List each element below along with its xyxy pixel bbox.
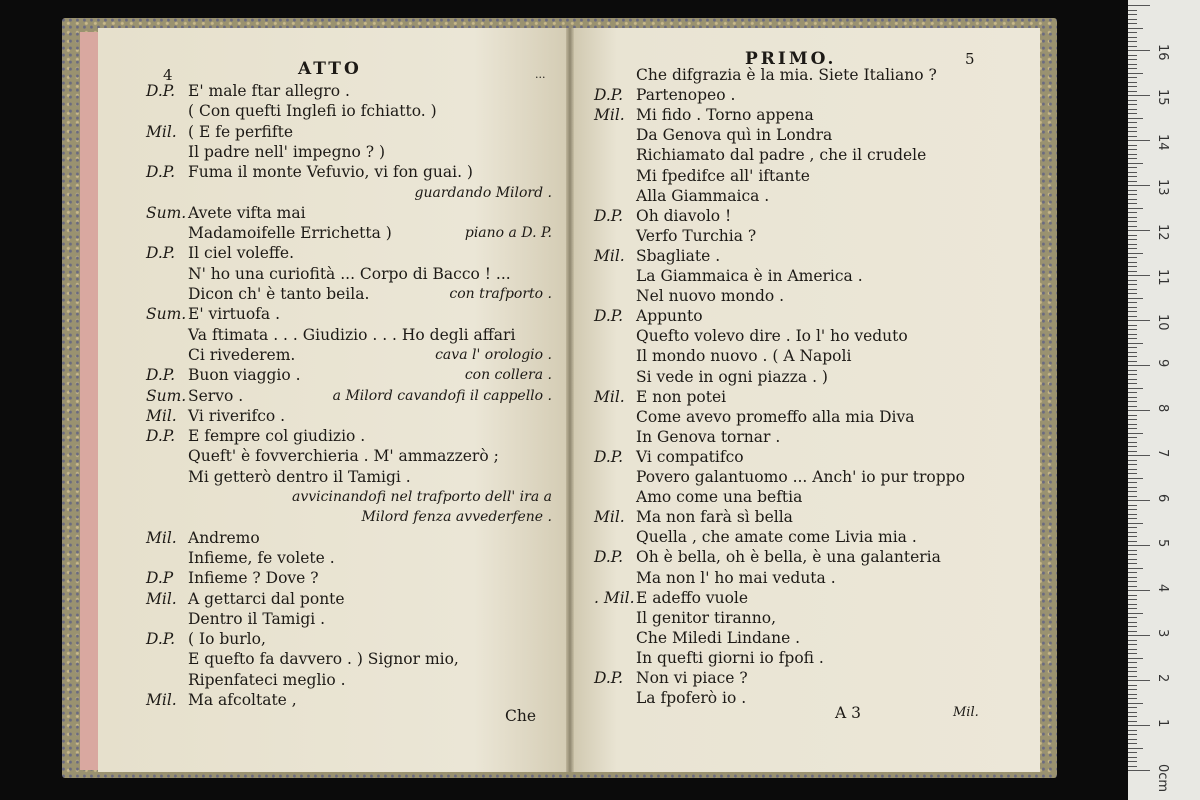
speaker-label: D.P. [146,366,176,385]
ruler-tick [1128,671,1137,672]
speaker-label: D.P. [146,163,176,182]
verse-line: Mi fpedifce all' iftante [636,166,810,185]
verse-line: Madamoifelle Errichetta ) [188,224,392,243]
ruler-tick [1128,352,1137,353]
stage-direction: a Milord cavandofi il cappello . [332,387,552,404]
verse-line: N' ho una curiofità ... Corpo di Bacco ! ... [188,264,511,283]
speaker-label: Mil. [594,246,625,265]
ruler-tick [1128,577,1137,578]
verse-line: Dentro il Tamigi . [188,609,326,628]
ruler-tick [1128,176,1137,177]
ruler-tick [1128,95,1150,96]
ruler-tick [1128,145,1137,146]
ruler-tick [1128,77,1137,78]
verse-line: ( Con quefti Inglefi io fchiatto. ) [188,102,437,121]
ruler-tick [1128,455,1150,456]
ruler-tick [1128,734,1137,735]
speaker-label: D.P. [146,244,176,263]
verse-line: Quella , che amate come Livia mia . [636,528,917,547]
ruler-tick [1128,442,1137,443]
ruler-tick [1128,698,1137,699]
ruler-tick [1128,392,1137,393]
verse-line: Si vede in ogni piazza . ) [636,367,828,386]
measurement-ruler [1128,0,1200,800]
page-edge [80,32,100,770]
ruler-tick [1128,167,1137,168]
stage-direction: con trafporto . [449,286,552,302]
ruler-number: 9 [1155,359,1170,368]
verse-line: Ripenfateci meglio . [188,670,346,689]
ruler-tick [1128,55,1137,56]
ruler-tick [1128,149,1137,150]
ruler-tick [1128,712,1137,713]
left-running-header: ATTO [298,59,362,79]
ruler-tick [1128,208,1143,209]
ruler-tick [1128,694,1137,695]
ruler-tick [1128,703,1143,704]
ruler-tick [1128,343,1143,344]
stage-direction: cava l' orologio . [435,346,552,363]
ruler-tick [1128,613,1143,614]
ruler-tick [1128,739,1137,740]
ruler-tick [1128,730,1137,731]
ruler-tick [1128,212,1137,213]
ruler-tick [1128,604,1137,605]
ruler-tick [1128,550,1137,551]
ruler-number: 7 [1155,449,1170,458]
ruler-tick [1128,23,1137,24]
ruler-tick [1128,469,1137,470]
ruler-tick [1128,226,1137,227]
speaker-label: Mil. [146,122,177,141]
verse-line: ( E fe perfifte [188,122,294,141]
ruler-tick [1128,757,1137,758]
speaker-label: D.P [146,569,174,588]
verse-line: Verfo Turchia ? [636,226,757,245]
verse-line: E adeffo vuole [636,588,749,607]
ruler-tick [1128,185,1150,186]
stage-direction: con collera . [464,367,552,384]
verse-line: La fpoferò io . [636,689,747,708]
ruler-tick [1128,199,1137,200]
ruler-tick [1128,10,1137,11]
ruler-tick [1128,644,1137,645]
ruler-tick [1128,154,1137,155]
ruler-tick [1128,163,1143,164]
ruler-tick [1128,32,1137,33]
verse-line: Da Genova quì in Londra [636,126,833,145]
ruler-tick [1128,271,1137,272]
ruler-tick [1128,581,1137,582]
ruler-tick [1128,541,1137,542]
ruler-tick [1128,622,1137,623]
ruler-tick [1128,131,1137,132]
ruler-tick [1128,325,1137,326]
ruler-number: 8 [1155,404,1170,413]
verse-line: Oh è bella, oh è bella, è una galanteria [636,548,941,567]
ruler-tick [1128,527,1137,528]
verse-line: La Giammaica è in America . [636,267,863,285]
ruler-tick [1128,230,1150,231]
ruler-tick [1128,464,1137,465]
ruler-tick [1128,415,1137,416]
ruler-tick [1128,122,1137,123]
ruler-tick [1128,320,1150,321]
stage-direction: guardando Milord . [414,184,552,201]
ruler-number: 1 [1155,719,1170,728]
ruler-tick [1128,104,1137,105]
ruler-tick [1128,433,1143,434]
ruler-tick [1128,437,1137,438]
ruler-tick [1128,46,1137,47]
verse-line: E' male ftar allegro . [188,82,350,100]
ruler-tick [1128,280,1137,281]
verse-line: E' virtuofa . [188,305,281,324]
ruler-tick [1128,680,1150,681]
speaker-label: Sum. [146,305,187,324]
verse-line: Queft' è fovverchieria . M' ammazzerò ; [188,447,499,466]
verse-line: E fempre col giudizio . [188,427,366,446]
ruler-tick [1128,505,1137,506]
ruler-tick [1128,239,1137,240]
ruler-tick [1128,356,1137,357]
ruler-tick [1128,478,1143,479]
verse-line: Servo . [188,386,244,405]
speaker-label: Mil. [146,528,177,547]
ruler-tick [1128,397,1137,398]
verse-line: Vi compatifco [636,447,744,466]
ruler-tick [1128,217,1137,218]
ruler-tick [1128,662,1137,663]
ruler-tick [1128,649,1137,650]
speaker-label: D.P. [146,82,176,100]
ruler-tick [1128,748,1143,749]
ruler-tick [1128,424,1137,425]
ruler-tick [1128,685,1137,686]
ruler-tick [1128,113,1137,114]
ruler-tick [1128,451,1137,452]
ruler-tick [1128,406,1137,407]
ruler-tick [1128,770,1150,771]
ruler-tick [1128,262,1137,263]
ruler-number: 0cm [1155,764,1170,793]
verse-line: Quefto volevo dire . Io l' ho veduto [636,327,908,346]
verse-line: A gettarci dal ponte [188,589,345,608]
verse-line: Partenopeo . [636,86,736,105]
ruler-tick [1128,554,1137,555]
ruler-tick [1128,496,1137,497]
verse-line: Il genitor tiranno, [636,608,776,627]
left-catchword: Che [505,707,537,725]
verse-line: Ma afcoltate , [188,691,297,709]
ruler-tick [1128,338,1137,339]
ruler-tick [1128,667,1137,668]
ruler-number: 14 [1155,134,1170,151]
ruler-tick [1128,158,1137,159]
ruler-tick [1128,631,1137,632]
ruler-number: 13 [1155,179,1170,196]
ruler-tick [1128,257,1137,258]
verse-line: ( Io burlo, [188,630,266,649]
ruler-tick [1128,221,1137,222]
right-signature-mark: A 3 [835,704,861,722]
verse-line: Dicon ch' è tanto beila. [188,285,370,303]
speaker-label: Mil. [146,589,177,608]
ruler-tick [1128,28,1143,29]
ruler-tick [1128,64,1137,65]
ruler-tick [1128,509,1137,510]
ruler-tick [1128,410,1150,411]
ruler-tick [1128,482,1137,483]
ruler-tick [1128,5,1150,6]
ruler-tick [1128,572,1137,573]
verse-line: Come avevo promeffo alla mia Diva [636,407,915,426]
stage-direction: piano a D. P. [464,225,552,242]
ruler-tick [1128,559,1137,560]
speaker-label: Mil. [594,106,625,125]
ruler-tick [1128,370,1137,371]
verse-line: Fuma il monte Vefuvio, vi fon guai. ) [188,163,473,182]
ruler-tick [1128,379,1137,380]
verse-line: Non vi piace ? [636,669,748,687]
ruler-tick [1128,275,1150,276]
verse-line: Oh diavolo ! [636,206,732,225]
verse-line: Sbagliate . [636,246,721,265]
ruler-tick [1128,653,1137,654]
verse-line: Il padre nell' impegno ? ) [188,142,386,161]
ruler-tick [1128,316,1137,317]
ruler-tick [1128,127,1137,128]
speaker-label: D.P. [594,447,624,466]
ruler-tick [1128,460,1137,461]
ruler-tick [1128,190,1137,191]
verse-line: Avete vifta mai [188,203,306,222]
ruler-tick [1128,289,1137,290]
stage-direction: avvicinandofi nel trafporto dell' ira a [292,489,552,505]
verse-line: Il mondo nuovo . ( A Napoli [636,347,852,366]
ruler-tick [1128,590,1150,591]
verse-line: Amo come una beftia [636,488,803,507]
verse-line: Infieme, fe volete . [188,548,335,567]
ruler-tick [1128,307,1137,308]
ruler-tick [1128,725,1150,726]
ruler-number: 3 [1155,629,1170,638]
ruler-tick [1128,743,1137,744]
speaker-label: D.P. [594,548,624,567]
speaker-label: D.P. [594,669,624,687]
ruler-tick [1128,329,1137,330]
ruler-tick [1128,181,1137,182]
ruler-tick [1128,253,1143,254]
speaker-label: Mil. [146,406,177,425]
ruler-tick [1128,491,1137,492]
ruler-tick [1128,658,1143,659]
ruler-tick [1128,59,1137,60]
book-gutter [566,28,574,772]
ruler-tick [1128,676,1137,677]
ruler-tick [1128,86,1137,87]
verse-line: Povero galantuomo ... Anch' io pur troppo [636,468,965,486]
verse-line: Ma non l' ho mai veduta . [636,568,836,587]
speaker-label: Mil. [594,508,625,527]
ruler-tick [1128,302,1137,303]
ruler-tick [1128,716,1137,717]
ruler-tick [1128,721,1137,722]
verse-line: Ma non farà sì bella [636,508,793,527]
ruler-tick [1128,73,1143,74]
ruler-tick [1128,50,1150,51]
speaker-label: D.P. [594,307,624,326]
ruler-tick [1128,37,1137,38]
ruler-tick [1128,68,1137,69]
verse-line: Il ciel voleffe. [188,244,295,263]
stage-direction: Milord fenza avvederfene . [361,509,552,526]
ruler-tick [1128,536,1137,537]
ruler-tick [1128,617,1137,618]
verse-line: Nel nuovo mondo . [636,287,785,306]
ruler-tick [1128,401,1137,402]
verse-line: Mi fido . Torno appena [636,106,814,125]
ruler-tick [1128,446,1137,447]
ruler-tick [1128,347,1137,348]
ruler-tick [1128,244,1137,245]
verse-line: Ci rivederem. [188,345,296,364]
verse-line: Infieme ? Dove ? [188,569,319,588]
ruler-tick [1128,419,1137,420]
ruler-tick [1128,640,1137,641]
verse-line: Appunto [636,307,703,326]
ruler-tick [1128,428,1137,429]
verse-line: Andremo [188,528,260,547]
ruler-tick [1128,523,1143,524]
ruler-number: 2 [1155,674,1170,683]
right-running-header: PRIMO. [745,49,837,69]
ruler-tick [1128,595,1137,596]
ruler-tick [1128,532,1137,533]
verse-line: Che difgrazia è la mia. Siete Italiano ? [636,66,937,84]
ruler-tick [1128,248,1137,249]
ruler-tick [1128,109,1137,110]
ruler-tick [1128,374,1137,375]
ruler-tick [1128,293,1137,294]
ruler-number: 4 [1155,584,1170,593]
speaker-label: D.P. [594,86,624,105]
ruler-number: 12 [1155,224,1170,241]
ruler-tick [1128,140,1150,141]
ruler-tick [1128,383,1137,384]
ruler-tick [1128,500,1150,501]
verse-line: Mi getterò dentro il Tamigi . [188,467,411,486]
ruler-tick [1128,118,1143,119]
ruler-tick [1128,518,1137,519]
ruler-tick [1128,194,1137,195]
ruler-tick [1128,563,1137,564]
verse-line: In quefti giorni io fpofi . [636,648,824,667]
speaker-label: Sum. [146,203,187,222]
ruler-tick [1128,298,1143,299]
verse-line: In Genova tornar . [636,427,781,446]
ruler-tick [1128,334,1137,335]
ruler-tick [1128,545,1150,546]
ruler-tick [1128,100,1137,101]
verse-line: Buon viaggio . [188,366,301,385]
ruler-tick [1128,82,1137,83]
ruler-tick [1128,361,1137,362]
ruler-tick [1128,586,1137,587]
speaker-label: Mil. [594,387,625,406]
speaker-label: Sum. [146,386,187,405]
ruler-tick [1128,707,1137,708]
right-page-number: 5 [965,50,975,68]
ruler-tick [1128,761,1137,762]
speaker-label: Mil. [146,691,177,709]
verse-line: E non potei [636,387,727,406]
ruler-number: 5 [1155,539,1170,548]
ruler-tick [1128,311,1137,312]
verse-line: Alla Giammaica . [636,186,770,205]
ruler-number: 16 [1155,44,1170,61]
ruler-tick [1128,284,1137,285]
ruler-tick [1128,568,1143,569]
ruler-tick [1128,14,1137,15]
ruler-tick [1128,172,1137,173]
speaker-label: D.P. [146,630,176,649]
verse-line: Che Miledi Lindane . [636,628,801,647]
ruler-tick [1128,599,1137,600]
ruler-tick [1128,473,1137,474]
left-page-number: 4 [163,66,173,84]
speaker-label: . Mil. [594,588,635,607]
ruler-tick [1128,766,1137,767]
verse-line: E quefto fa davvero . ) Signor mio, [188,650,459,669]
ruler-tick [1128,626,1137,627]
ruler-tick [1128,752,1137,753]
left-header-mark: ... [535,68,546,81]
ruler-tick [1128,203,1137,204]
ruler-tick [1128,19,1137,20]
ruler-tick [1128,91,1137,92]
right-catchword: Mil. [953,705,979,720]
verse-line: Richiamato dal padre , che il crudele [636,146,927,165]
ruler-tick [1128,388,1143,389]
ruler-number: 15 [1155,89,1170,106]
ruler-tick [1128,41,1137,42]
speaker-label: D.P. [146,427,176,446]
ruler-tick [1128,635,1150,636]
ruler-tick [1128,689,1137,690]
ruler-tick [1128,487,1137,488]
ruler-tick [1128,514,1137,515]
speaker-label: D.P. [594,206,624,225]
ruler-tick [1128,365,1150,366]
ruler-tick [1128,235,1137,236]
ruler-number: 10 [1155,314,1170,331]
ruler-number: 6 [1155,494,1170,503]
ruler-tick [1128,266,1137,267]
ruler-number: 11 [1155,269,1170,286]
verse-line: Vi riverifco . [188,406,286,425]
ruler-tick [1128,136,1137,137]
ruler-tick [1128,608,1137,609]
verse-line: Va ftimata . . . Giudizio . . . Ho degli affari [188,325,516,344]
